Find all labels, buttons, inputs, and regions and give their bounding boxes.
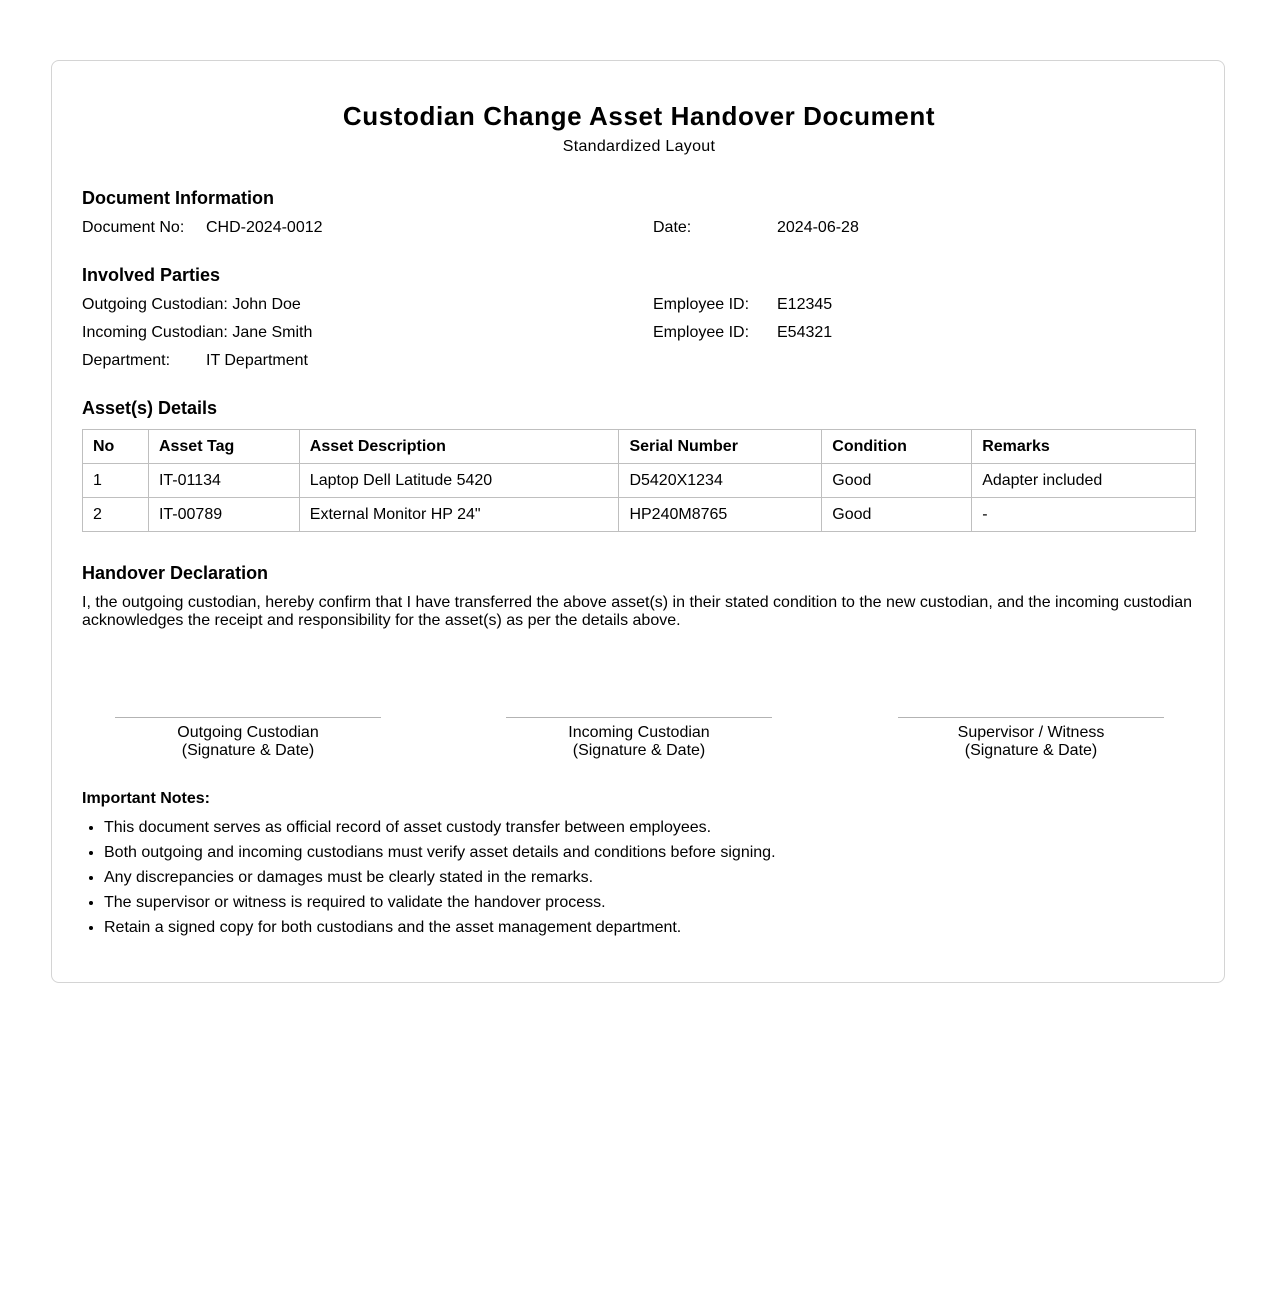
incoming-custodian-value: Jane Smith <box>232 324 313 341</box>
signature-line <box>506 717 772 718</box>
table-cell: Good <box>822 498 972 532</box>
outgoing-custodian-value: John Doe <box>232 296 301 313</box>
table-cell: Adapter included <box>972 464 1196 498</box>
outgoing-custodian-label: Outgoing Custodian: <box>82 296 228 313</box>
list-item: • The supervisor or witness is required to validate the handover process. <box>104 893 776 918</box>
table-cell: Good <box>822 464 972 498</box>
signature-note: (Signature & Date) <box>964 742 1098 759</box>
signature-note: (Signature & Date) <box>181 742 315 759</box>
document-title: Custodian Change Asset Handover Document <box>342 101 936 131</box>
incoming-custodian-field <box>82 324 312 342</box>
column-header: Remarks <box>972 430 1196 464</box>
document-subtitle: Standardized Layout <box>562 138 716 155</box>
signature-line <box>898 717 1164 718</box>
table-cell: HP240M8765 <box>619 498 822 532</box>
table-cell: Laptop Dell Latitude 5420 <box>299 464 619 498</box>
list-item: • Retain a signed copy for both custodians and the asset management department. <box>104 918 776 943</box>
declaration-text: I, the outgoing custodian, hereby confirm that I have transferred the above asset(s) in their stated condition to the new custodian, and the incoming custodian acknowledges the receipt and responsibility for the asset(s) as per the details above. <box>82 594 1192 629</box>
incoming-employee-id-label: Employee ID: <box>653 324 750 341</box>
section-heading-declaration: Handover Declaration <box>82 563 269 583</box>
section-heading-assets: Asset(s) Details <box>82 398 218 418</box>
department-value: IT Department <box>206 352 308 369</box>
table-cell: D5420X1234 <box>619 464 822 498</box>
signature-block-supervisor <box>898 717 1164 760</box>
date-label: Date: <box>653 219 692 236</box>
signature-role: Supervisor / Witness <box>957 724 1105 741</box>
outgoing-employee-id-value: E12345 <box>777 296 833 313</box>
signature-note: (Signature & Date) <box>572 742 706 759</box>
column-header: No <box>83 430 149 464</box>
notes-list <box>82 818 776 943</box>
assets-table <box>82 429 1196 532</box>
list-item: • This document serves as official record of asset custody transfer between employees. <box>104 818 776 843</box>
list-item: • Both outgoing and incoming custodians must verify asset details and conditions before signing. <box>104 843 776 868</box>
table-row <box>83 498 1196 532</box>
date-value: 2024-06-28 <box>777 219 859 236</box>
table-cell: - <box>972 498 1196 532</box>
signature-line <box>115 717 381 718</box>
table-cell: 1 <box>83 464 149 498</box>
doc-no-label: Document No: <box>82 219 185 236</box>
column-header: Condition <box>822 430 972 464</box>
table-cell: IT-01134 <box>148 464 299 498</box>
table-row <box>83 464 1196 498</box>
list-item: • Any discrepancies or damages must be clearly stated in the remarks. <box>104 868 776 893</box>
table-cell: IT-00789 <box>148 498 299 532</box>
signature-role: Incoming Custodian <box>568 724 710 741</box>
incoming-custodian-label: Incoming Custodian: <box>82 324 228 341</box>
incoming-employee-id-value: E54321 <box>777 324 833 341</box>
table-cell: External Monitor HP 24" <box>299 498 619 532</box>
department-label: Department: <box>82 352 171 369</box>
column-header: Asset Tag <box>148 430 299 464</box>
table-cell: 2 <box>83 498 149 532</box>
document-card <box>51 60 1225 983</box>
column-header: Serial Number <box>619 430 822 464</box>
column-header: Asset Description <box>299 430 619 464</box>
section-heading-involved-parties: Involved Parties <box>82 265 221 285</box>
outgoing-employee-id-label: Employee ID: <box>653 296 750 313</box>
signature-role: Outgoing Custodian <box>177 724 319 741</box>
section-heading-document-info: Document Information <box>82 188 274 208</box>
notes-title: Important Notes: <box>82 790 210 807</box>
doc-no-value: CHD-2024-0012 <box>206 219 323 236</box>
outgoing-custodian-field <box>82 296 301 314</box>
signature-block-incoming <box>506 717 772 760</box>
signature-block-outgoing <box>115 717 381 760</box>
table-header-row <box>83 430 1196 464</box>
